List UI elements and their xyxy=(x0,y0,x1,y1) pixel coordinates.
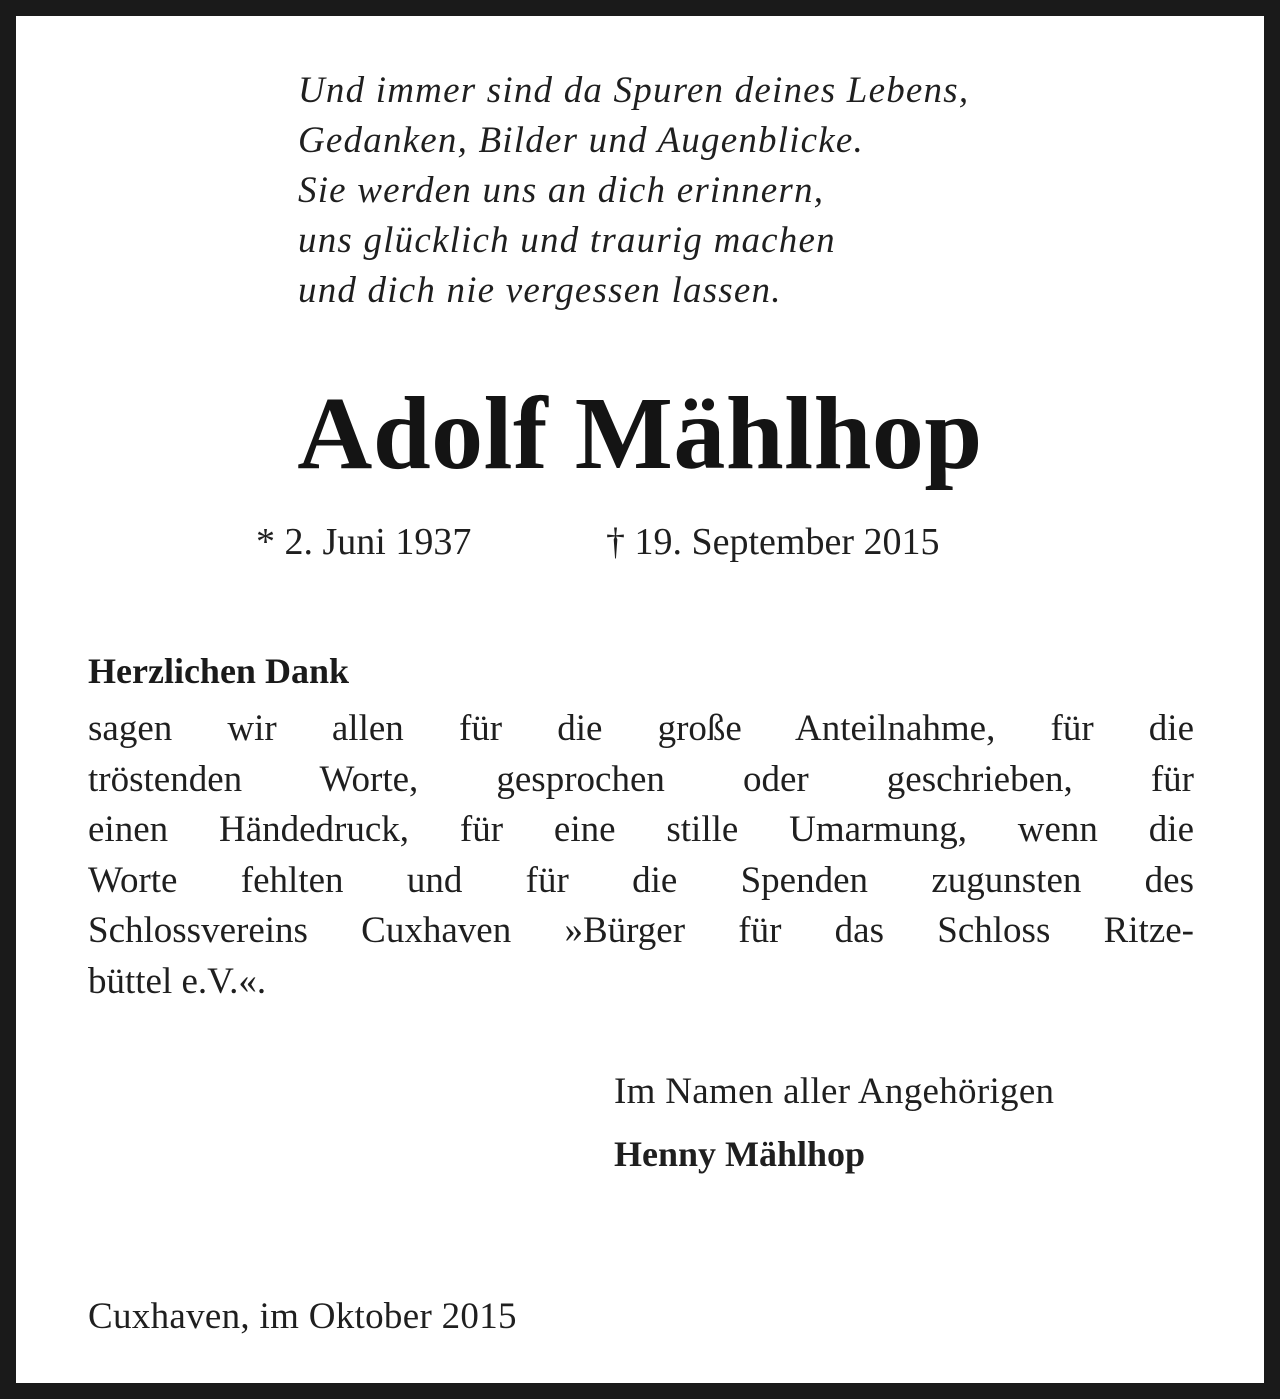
thanks-line: einen Händedruck, für eine stille Umarmung, wenn die xyxy=(88,809,1194,850)
place-and-date: Cuxhaven, im Oktober 2015 xyxy=(88,1296,517,1337)
deceased-name: Adolf Mählhop xyxy=(297,376,983,491)
signer-name: Henny Mählhop xyxy=(614,1134,866,1174)
poem-line: uns glücklich und traurig machen xyxy=(298,220,836,261)
thanks-line: tröstenden Worte, gesprochen oder geschrieben, für xyxy=(88,758,1194,800)
poem-line: Sie werden uns an dich erinnern, xyxy=(298,170,825,211)
signoff-block xyxy=(614,1066,1194,1180)
thanks-line: Schlossvereins Cuxhaven »Bürger für das Schloss Ritze- xyxy=(88,910,1194,951)
thanks-line: Worte fehlten und für die Spenden zugunsten des xyxy=(88,859,1194,901)
poem-line: Und immer sind da Spuren deines Lebens, xyxy=(298,70,970,111)
thanks-line: sagen wir allen für die große Anteilnahme, für die xyxy=(88,708,1194,749)
thanks-text xyxy=(88,704,1194,1007)
thanks-line: büttel e.V.«. xyxy=(88,960,267,1002)
poem-line: und dich nie vergessen lassen. xyxy=(298,270,782,311)
poem-line: Gedanken, Bilder und Augenblicke. xyxy=(298,120,865,161)
death-date: † 19. September 2015 xyxy=(606,521,940,563)
thanks-heading: Herzlichen Dank xyxy=(88,651,349,691)
birth-date: * 2. Juni 1937 xyxy=(256,521,472,563)
on-behalf-text: Im Namen aller Angehörigen xyxy=(614,1071,1055,1112)
memorial-poem xyxy=(298,66,969,316)
